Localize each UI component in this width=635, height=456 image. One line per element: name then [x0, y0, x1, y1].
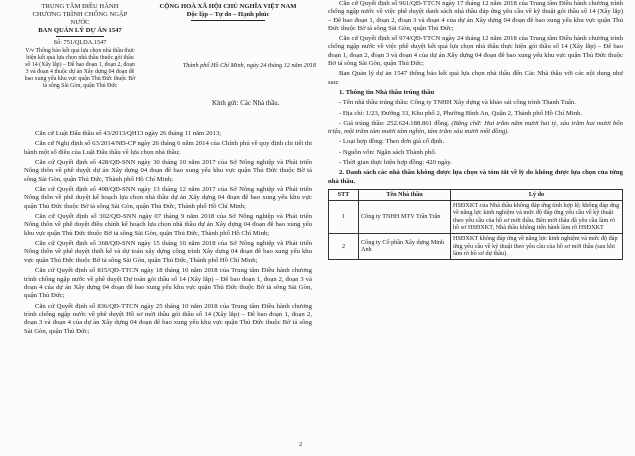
contract-type: - Loại hợp đồng: Theo đơn giá cố định. — [339, 138, 445, 146]
national-title: CỘNG HOÀ XÃ HỘI CHỦ NGHĨA VIỆT NAM — [159, 3, 297, 10]
issuing-organization — [24, 3, 136, 91]
legal-basis-paragraph: Căn cứ Quyết định số 368/QĐ-SNN ngày 15 tháng 10 năm 2018 của Sở Nông nghiệp và Phát triển Nông thôn về phê duyệt thiết kế và dự toán xây dựng công trình Xây dựng 04 đoạn đê bao xung yếu khu vực quận Thủ Đức thuộc Bờ tả sông Sài Gòn, quận Thủ Đức, Thành phố Hồ Chí Minh; — [24, 240, 312, 264]
row-stt: 2 — [329, 233, 359, 259]
legal-basis-paragraph: Căn cứ Quyết định số 428/QĐ-SNN ngày 30 tháng 10 năm 2017 của Sở Nông nghiệp và Phát triển Nông thôn về phê duyệt dự án Xây dựng 04 đoạn đê bao xung yếu khu vực quận Thủ Đức thuộc Bờ tả sông Sài Gòn, quận Thủ Đức, Thành phố Hồ Chí Minh; — [24, 159, 312, 183]
winner-name: - Tên nhà thầu trúng thầu: Công ty TNHH Xây dựng và khảo sát công trình Thanh Tuấn. — [339, 99, 576, 107]
table-row — [329, 200, 623, 233]
column-header-name: Tên Nhà thầu — [359, 189, 451, 200]
document-number: Số: 751/QLDA.1547 — [53, 39, 107, 46]
column-header-stt: STT — [329, 189, 359, 200]
motto-underline — [191, 20, 265, 21]
document-subject: V/v Thông báo kết quả lựa chọn nhà thầu thực hiện kết quả lựa chọn nhà thầu thuộc gói thầu số 14 (Xây lắp) – Đê bao đoạn 1, đoạn 2, đoạn 3 và đoạn 4 thuộc dự án Xây dựng 04 đoạn đê bao xung yếu khu vực quận Thủ Đức thuộc Bờ tả sông Sài Gòn, quận Thủ Đức — [24, 48, 136, 90]
right-column — [318, 0, 635, 456]
row-reason: HSĐXKT không đáp ứng về năng lực kinh nghiệm và mức độ đáp ứng yêu cầu về kỹ thuật theo yêu cầu của hồ sơ mời thầu (sau khi làm rõ hồ sơ dự thầu). — [451, 233, 623, 259]
rejected-bidders-table — [328, 189, 623, 260]
section-heading-rejected: 2. Danh sách các nhà thầu không được lựa chọn và tóm tắt về lý do không được lựa chọn của từng nhà thầu. — [328, 169, 623, 185]
row-stt: 1 — [329, 200, 359, 233]
page-number: 2 — [299, 441, 303, 448]
section-heading-winner: 1. Thông tin Nhà thầu trúng thầu — [339, 88, 435, 96]
legal-basis-paragraph: Căn cứ Quyết định số 302/QĐ-SNN ngày 07 tháng 9 năm 2018 của Sở Nông nghiệp và Phát triển Nông thôn về phê duyệt điều chỉnh kế hoạch lựa chọn nhà thầu dự án Xây dựng 04 đoạn đê bao xung yếu khu vực quận Thủ Đức thuộc Bờ tả sông Sài Gòn, quận Thủ Đức, Thành phố Hồ Chí Minh; — [24, 213, 312, 237]
org-underline — [56, 36, 104, 37]
announcement-paragraph: Ban Quản lý dự án 1547 thông báo kết quả lựa chọn nhà thầu đến Các Nhà thầu với các nội dung như sau: — [328, 70, 623, 86]
national-motto: Độc lập – Tự do – Hạnh phúc — [186, 11, 270, 18]
row-reason: HSĐXKT của Nhà thầu không đáp ứng tính hợp lệ; không đáp ứng về năng lực kinh nghiệm và mức độ đáp ứng yêu cầu về kỹ thuật theo yêu cầu của hồ sơ mời thầu. Bên mời thầu đã yêu cầu làm rõ hồ sơ HSĐXKT, Nhà thầu không tiến hành làm rõ HSĐXKT — [451, 200, 623, 233]
place-date: Thành phố Hồ Chí Minh, ngày 24 tháng 12 năm 2018 — [182, 62, 316, 69]
national-header — [144, 3, 312, 21]
org-line-2: CHƯƠNG TRÌNH CHỐNG NGẬP NƯỚC — [32, 11, 128, 26]
winning-price — [328, 120, 623, 137]
legal-basis-paragraph: Căn cứ Quyết định số 961/QĐ-TTCN ngày 17 tháng 12 năm 2018 của Trung tâm Điều hành chương trình chống ngập nước về việc phê duyệt danh sách nhà thầu đáp ứng yêu cầu về kỹ thuật gói thầu số 14 (Xây lắp) – Đê bao đoạn 1, đoạn 2, đoạn 3 và đoạn 4 của dự án Xây dựng 04 đoạn đê bao xung yếu khu vực quận Thủ Đức thuộc Bờ tả sông Sài Gòn, quận Thủ Đức; — [328, 0, 623, 32]
org-line-3: BAN QUẢN LÝ DỰ ÁN 1547 — [38, 27, 122, 34]
letterhead — [24, 0, 316, 130]
winning-price-value: - Giá trúng thầu: 252.624.188.861 đồng. — [339, 119, 450, 127]
row-bidder-name: Công ty Cổ phần Xây dựng Minh Anh — [359, 233, 451, 259]
column-header-reason: Lý do — [451, 189, 623, 200]
table-header-row — [329, 189, 623, 200]
org-line-1: TRUNG TÂM ĐIỀU HÀNH — [41, 3, 119, 10]
table-row — [329, 233, 623, 259]
contract-duration: - Thời gian thực hiện hợp đồng: 420 ngày. — [339, 159, 452, 167]
legal-basis-paragraph: Căn cứ Luật Đấu thầu số 43/2013/QH13 ngày 26 tháng 11 năm 2013; — [35, 130, 222, 137]
legal-basis-paragraph: Căn cứ Quyết định số 974/QĐ-TTCN ngày 24 tháng 12 năm 2018 của Trung tâm Điều hành chương trình chống ngập nước về việc phê duyệt kết quả lựa chọn nhà thầu thực hiện gói thầu số 14 (Xây lắp) – Đê bao đoạn 1, đoạn 2, đoạn 3 và đoạn 4 của dự án Xây dựng 04 đoạn đê bao xung yếu khu vực quận Thủ Đức thuộc Bờ tả sông Sài Gòn, quận Thủ Đức; — [328, 35, 623, 68]
legal-basis-paragraph: Căn cứ Quyết định số 815/QĐ-TTCN ngày 18 tháng 10 năm 2018 của Trung tâm Điều hành chương trình chống ngập nước về phê duyệt Dự toán gói thầu số 14 (Xây lắp) – Đê bao đoạn 1, đoạn 2, đoạn 3 và đoạn 4 của dự án Xây dựng 04 đoạn đê bao xung yếu khu vực quận Thủ Đức thuộc Bờ tả sông Sài Gòn, quận Thủ Đức; — [24, 267, 312, 300]
winner-address: - Địa chỉ: 1/23, Đường 33, Khu phố 2, Phường Bình An, Quận 2, Thành phố Hồ Chí Minh. — [339, 109, 583, 117]
legal-basis-paragraph: Căn cứ Quyết định số 498/QĐ-SNN ngày 13 tháng 12 năm 2017 của Sở Nông nghiệp và Phát triển Nông thôn về phê duyệt kế hoạch lựa chọn nhà thầu dự án Xây dựng 04 đoạn đê bao xung yếu khu vực quận Thủ Đức thuộc Bờ tả sông Sài Gòn, quận Thủ Đức, Thành phố Hồ Chí Minh; — [24, 186, 312, 210]
legal-basis-paragraph: Căn cứ Nghị định số 63/2014/NĐ-CP ngày 26 tháng 6 năm 2014 của Chính phủ về quy định chi tiết thi hành một số điều của Luật Đấu thầu về lựa chọn nhà thầu; — [24, 140, 312, 156]
funding-source: - Nguồn vốn: Ngân sách Thành phố. — [339, 148, 437, 156]
row-bidder-name: Công ty TNHH MTV Trần Trân — [359, 200, 451, 233]
greeting: Kính gửi: Các Nhà thầu. — [212, 100, 280, 107]
legal-basis-paragraph: Căn cứ Quyết định số 836/QĐ-TTCN ngày 25 tháng 10 năm 2018 của Trung tâm Điều hành chương trình chống ngập nước về phê duyệt Hồ sơ mời thầu gói thầu số 14 (Xây lắp) – Đê bao đoạn 1, đoạn 2, đoạn 3 và đoạn 4 của dự án Xây dựng 04 đoạn đê bao xung yếu khu vực quận Thủ Đức thuộc Bờ tả sông Sài Gòn, quận Thủ Đức; — [24, 302, 312, 335]
winning-price-words: (Bằng chữ: Hai trăm năm mươi hai tỷ, sáu trăm hai mươi bốn triệu, một trăm tám mươi tám nghìn, tám trăm sáu mươi mốt đồng). — [328, 119, 623, 136]
